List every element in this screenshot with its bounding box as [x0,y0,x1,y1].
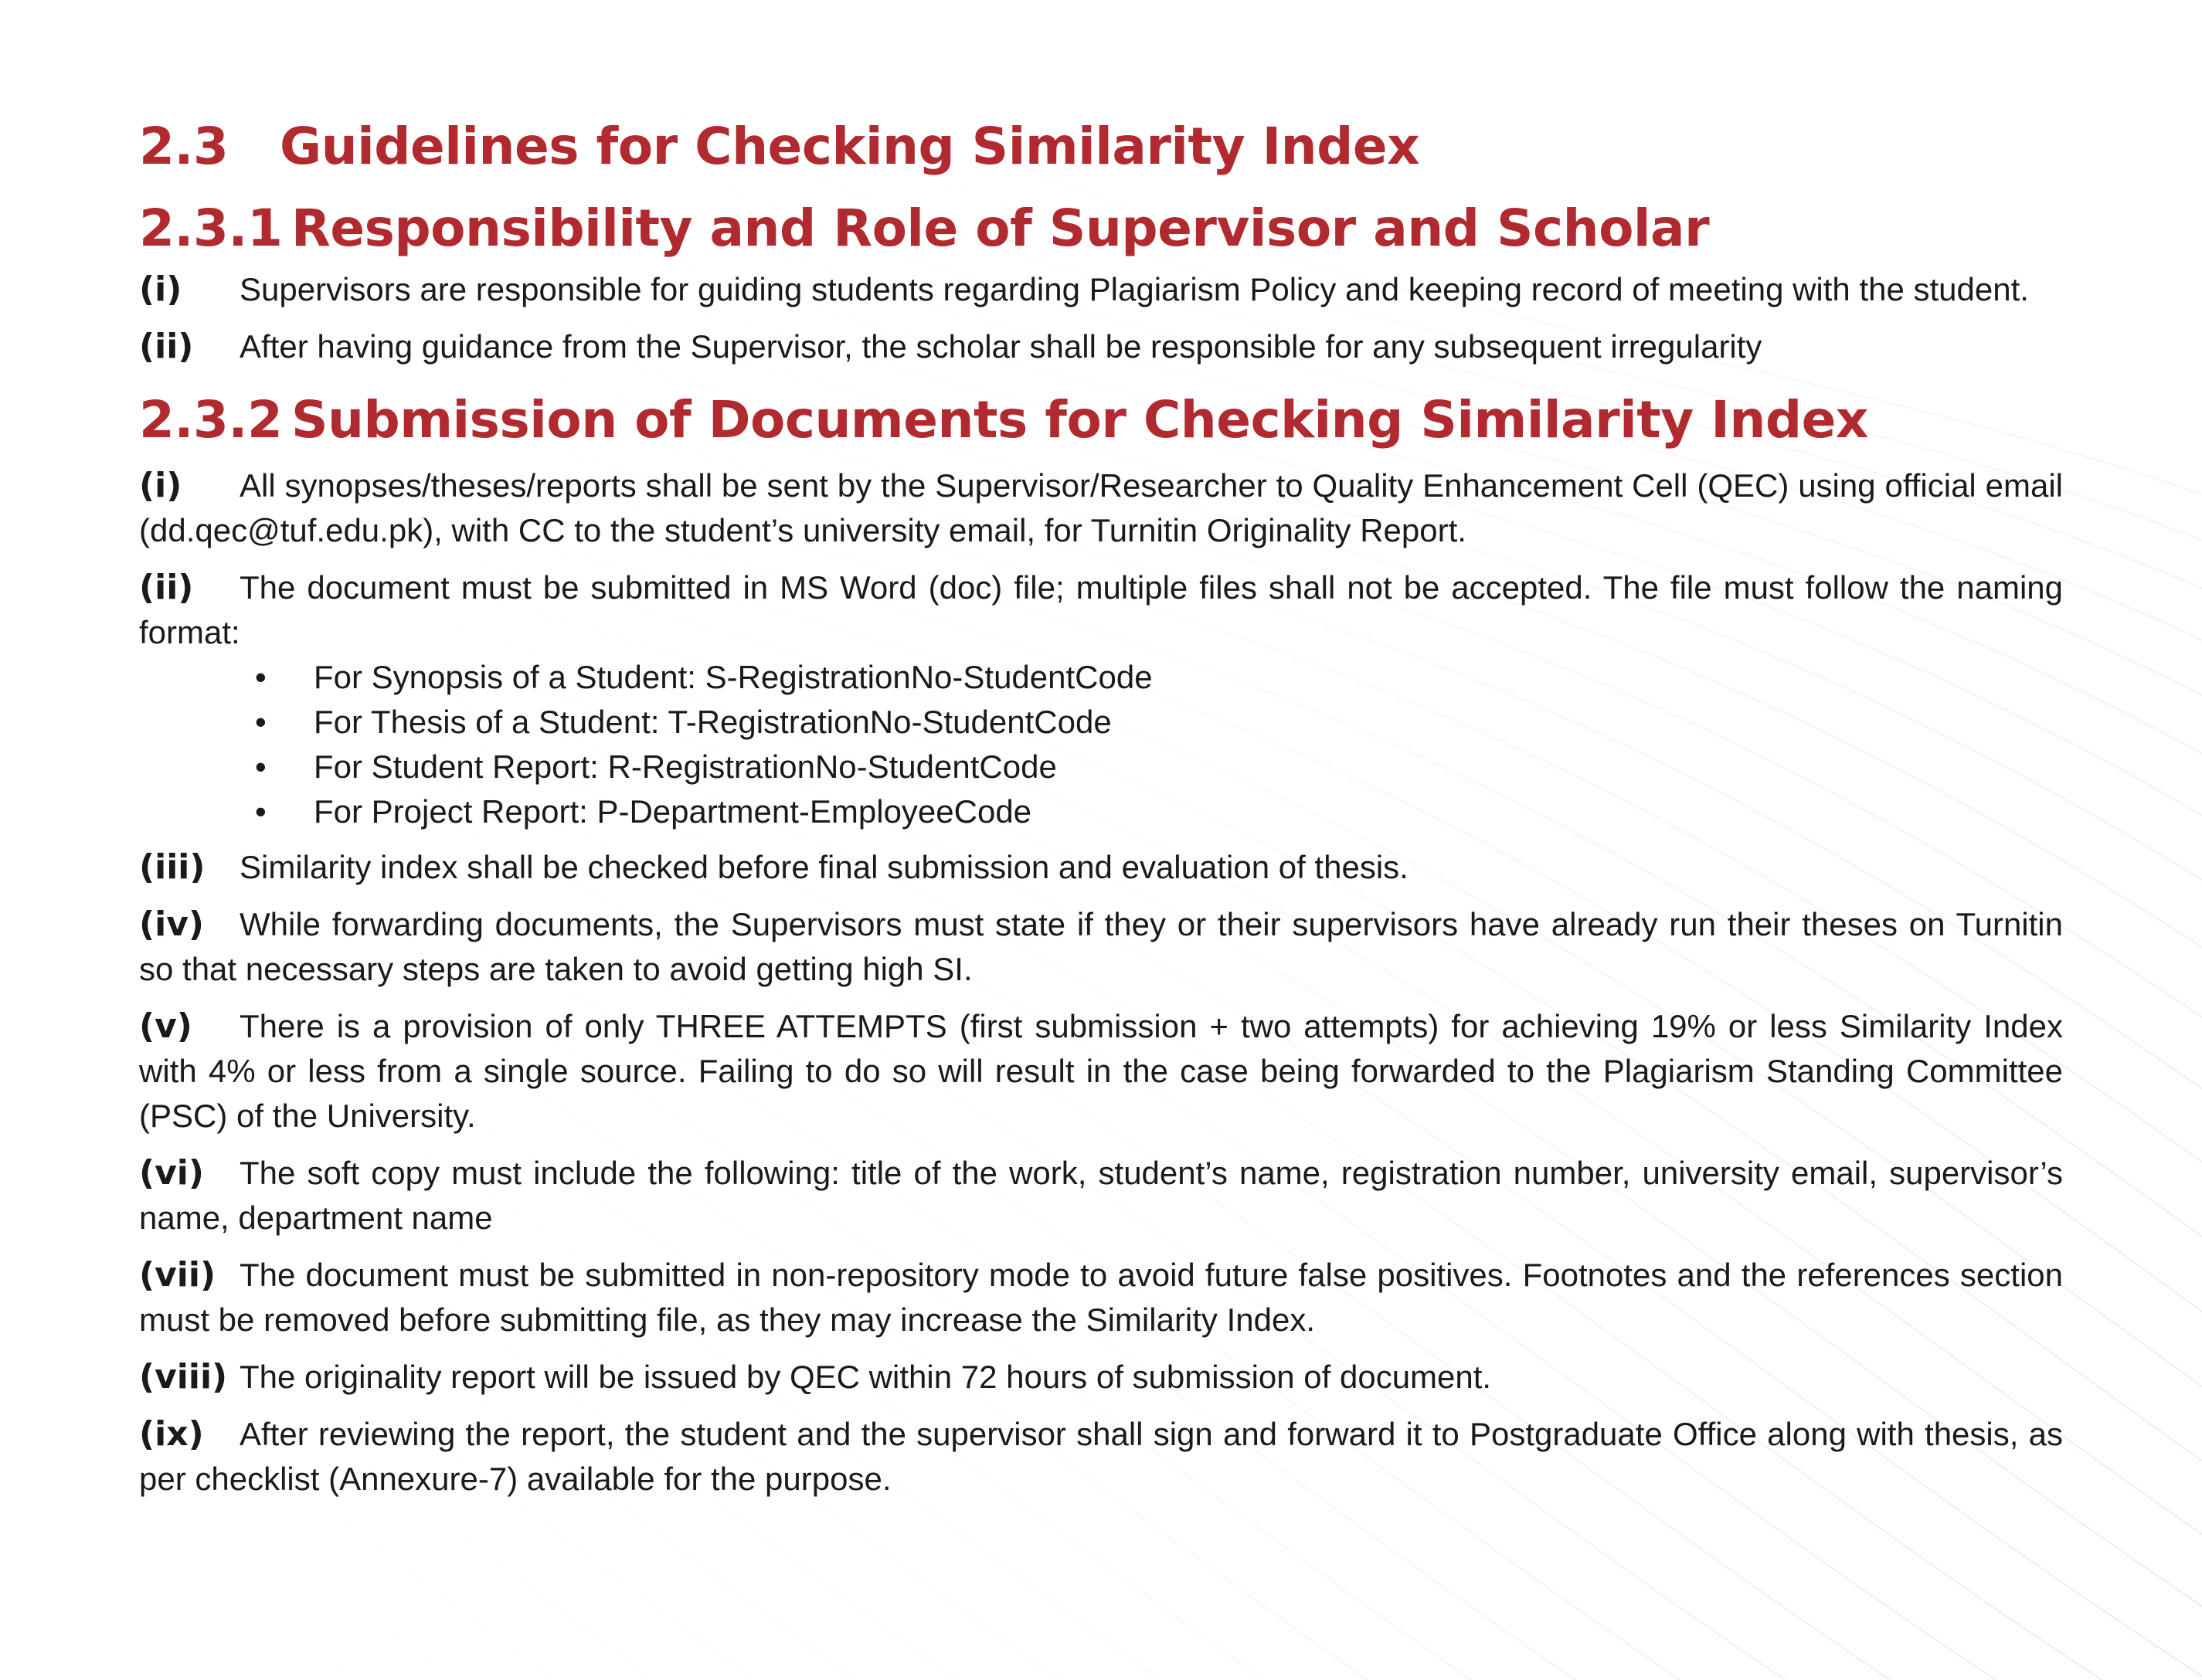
subsection-heading-2-3-2 [139,382,2063,459]
item-text: All synopses/theses/reports shall be sent by the Supervisor/Researcher to Quality Enhancement Cell (QEC) using official email (dd.qec@tuf.edu.pk), with CC to the student’s university email, for Turnitin Originality Report. [139,467,2063,548]
list-item [139,267,2063,312]
item-number: (ii) [139,327,194,366]
bullet-icon: • [255,659,267,695]
list-item [139,1355,2063,1400]
item-number: (i) [139,270,182,309]
naming-format-text: For Synopsis of a Student: S-RegistrationNo-StudentCode [314,659,1153,695]
list-item [139,1151,2063,1240]
bullet-icon: • [255,704,267,740]
subsection-number: 2.3.1 [139,199,283,258]
section-heading-2-3 [139,108,2063,185]
item-text: The soft copy must include the following: title of the work, student’s name, registration number, university email, supervisor’s name, department name [139,1155,2063,1236]
list-item [139,1253,2063,1342]
subsection-title: Submission of Documents for Checking Similarity Index [291,390,1868,450]
list-item [139,845,2063,890]
list-item [139,463,2063,553]
item-text: While forwarding documents, the Supervisors must state if they or their supervisors have already run their theses on Turnitin so that necessary steps are taken to avoid getting high SI. [139,906,2063,987]
naming-format-item [139,655,2063,700]
subsection-number: 2.3.2 [139,390,283,450]
item-number: (ii) [139,568,194,607]
item-text: The document must be submitted in non-repository mode to avoid future false positives. Footnotes and the references section must be removed before submitting file, as they may increase the Similarity Index. [139,1257,2063,1338]
naming-format-text: For Thesis of a Student: T-RegistrationNo-StudentCode [314,704,1112,740]
item-number: (i) [139,466,182,505]
list-item [139,565,2063,655]
item-number: (iv) [139,904,204,944]
item-number: (vii) [139,1255,216,1295]
bullet-icon: • [255,748,267,785]
item-number: (viii) [139,1357,228,1397]
list-item [139,902,2063,992]
item-text: Similarity index shall be checked before final submission and evaluation of thesis. [240,849,1409,885]
bullet-icon: • [255,793,267,830]
item-text: The originality report will be issued by QEC within 72 hours of submission of document. [240,1359,1492,1395]
item-number: (ix) [139,1414,204,1454]
section-title: Guidelines for Checking Similarity Index [280,117,1420,176]
item-number: (vi) [139,1153,204,1193]
item-number: (v) [139,1006,192,1046]
naming-format-item [139,700,2063,745]
naming-format-text: For Project Report: P-Department-EmployeeCode [314,793,1032,830]
subsection-heading-2-3-1 [139,190,2063,267]
item-text: After reviewing the report, the student and the supervisor shall sign and forward it to Postgraduate Office along with thesis, as per checklist (Annexure-7) available for the purpose. [139,1416,2063,1497]
section-number: 2.3 [139,117,229,176]
item-text: Supervisors are responsible for guiding students regarding Plagiarism Policy and keeping record of meeting with the student. [240,271,2029,307]
item-number: (iii) [139,847,206,887]
naming-format-list [139,655,2063,834]
list-item [139,1412,2063,1502]
item-text: There is a provision of only THREE ATTEMPTS (first submission + two attempts) for achieving 19% or less Similarity Index with 4% or less from a single source. Failing to do so will result in the case being forwarded to the Plagiarism Standing Committee (PSC) of the University. [139,1008,2063,1134]
naming-format-item [139,745,2063,789]
list-item [139,324,2063,369]
item-text: The document must be submitted in MS Word (doc) file; multiple files shall not be accepted. The file must follow the naming format: [139,569,2063,650]
page-content [139,108,2063,1514]
list-item [139,1004,2063,1139]
item-text: After having guidance from the Supervisor, the scholar shall be responsible for any subsequent irregularity [240,328,1762,365]
naming-format-item [139,789,2063,834]
naming-format-text: For Student Report: R-RegistrationNo-StudentCode [314,748,1057,785]
subsection-title: Responsibility and Role of Supervisor and Scholar [291,199,1710,258]
